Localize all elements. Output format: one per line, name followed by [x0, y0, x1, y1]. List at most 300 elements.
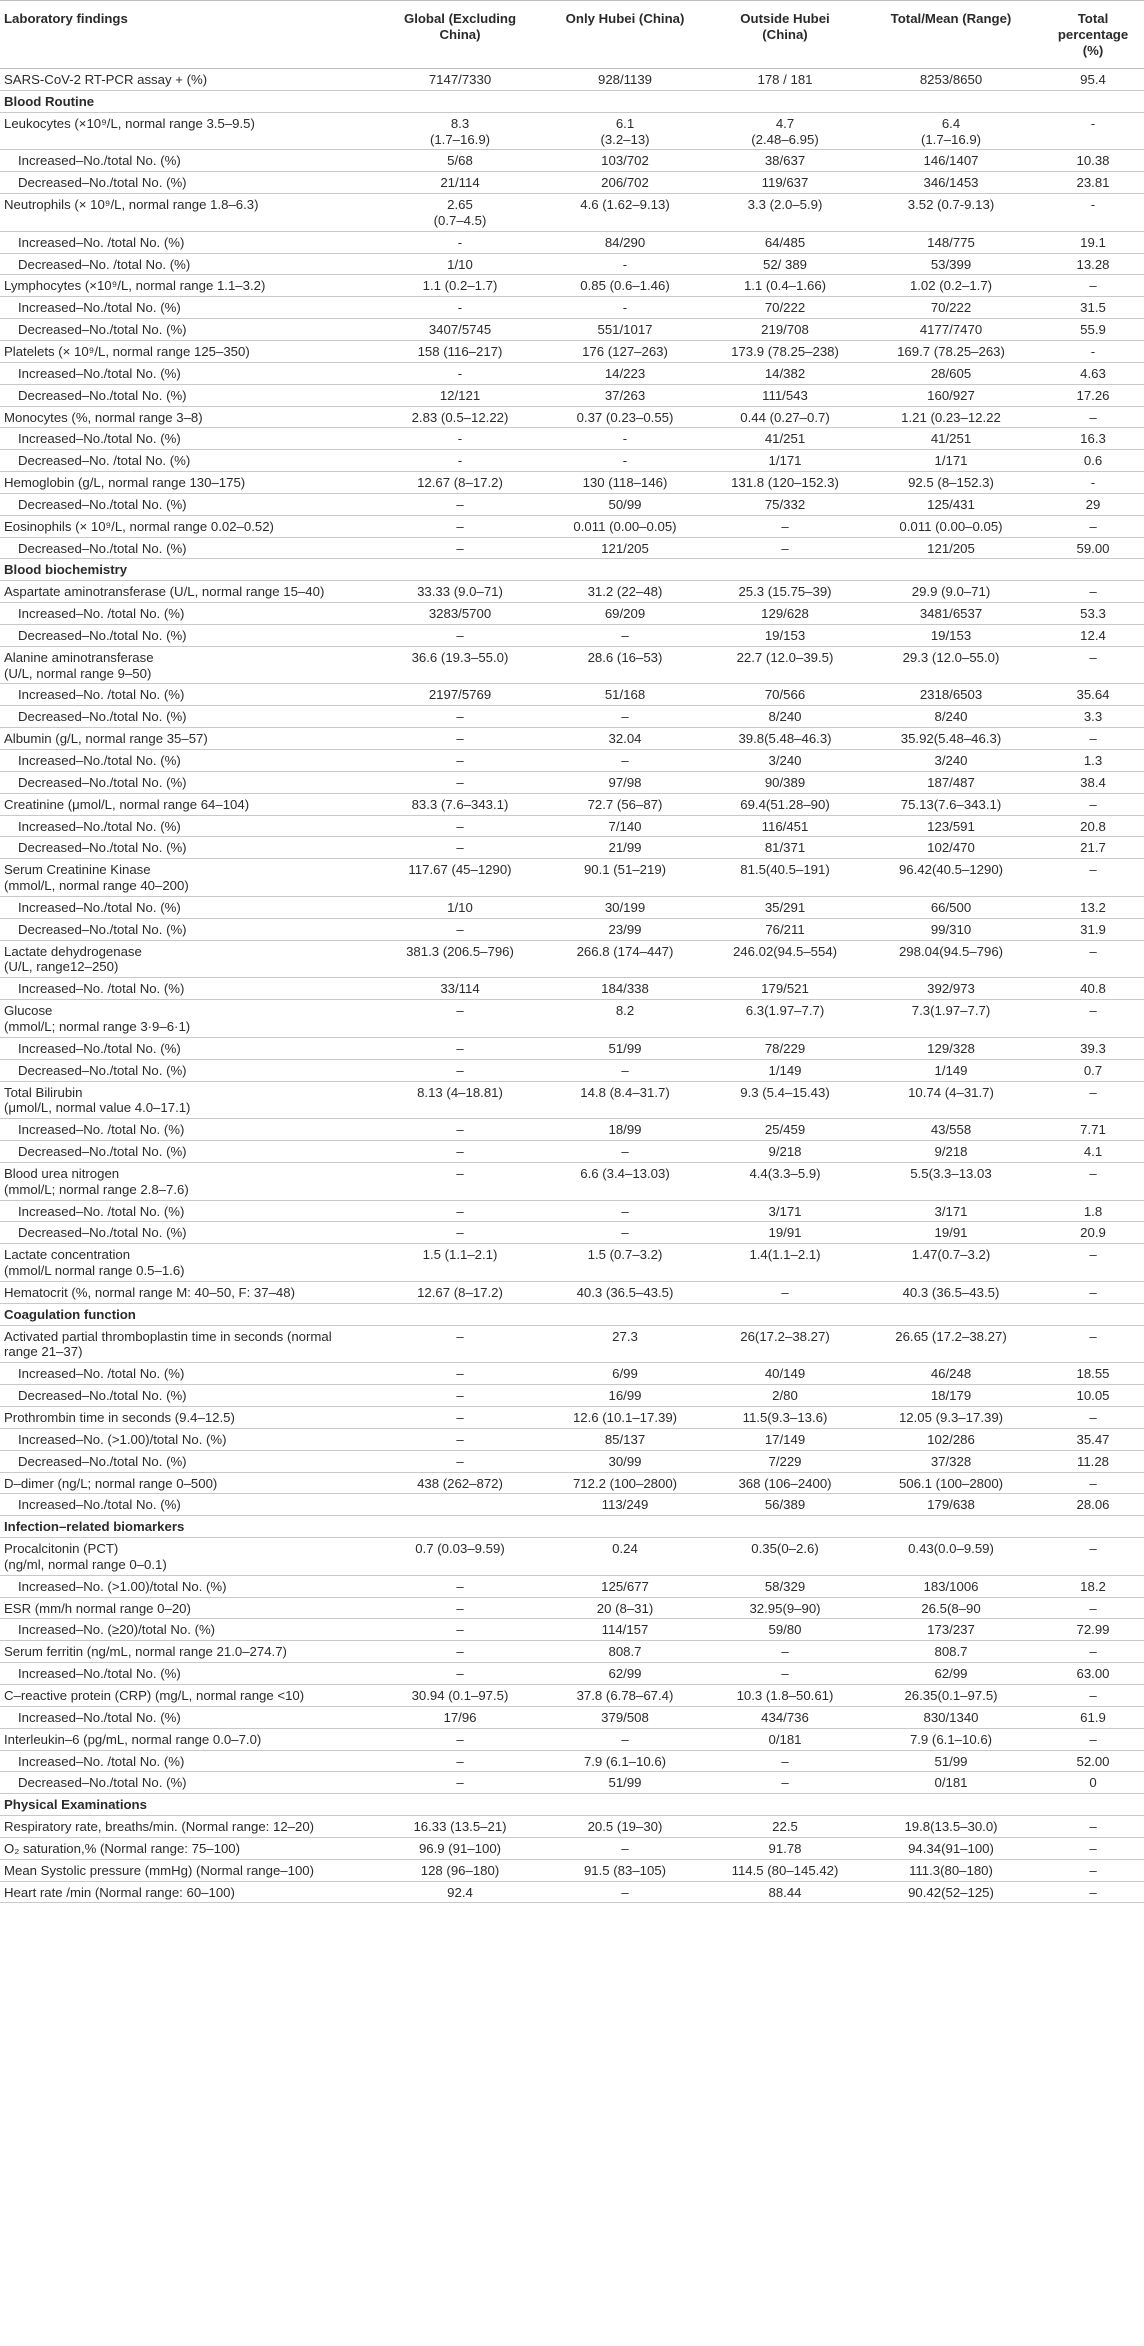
cell-global: – — [380, 515, 540, 537]
cell-total-mean: 6.4 (1.7–16.9) — [860, 112, 1042, 150]
cell-global: 2197/5769 — [380, 684, 540, 706]
cell-total-percentage: 1.8 — [1042, 1200, 1144, 1222]
table-row — [0, 1837, 1144, 1859]
cell-finding: Increased–No./total No. (%) — [0, 297, 380, 319]
cell-total-percentage: – — [1042, 1281, 1144, 1303]
cell-outside-hubei: – — [710, 515, 860, 537]
cell-only-hubei: 84/290 — [540, 231, 710, 253]
table-row — [0, 728, 1144, 750]
cell-total-mean: 26.5(8–90 — [860, 1597, 1042, 1619]
cell-total-percentage: 0.6 — [1042, 450, 1144, 472]
cell-total-mean: 7.9 (6.1–10.6) — [860, 1728, 1042, 1750]
cell-outside-hubei: 3.3 (2.0–5.9) — [710, 194, 860, 232]
cell-only-hubei: – — [540, 1059, 710, 1081]
cell-only-hubei: 23/99 — [540, 918, 710, 940]
cell-only-hubei: – — [540, 624, 710, 646]
cell-only-hubei: 184/338 — [540, 978, 710, 1000]
cell-finding: Increased–No./total No. (%) — [0, 150, 380, 172]
cell-global: 3283/5700 — [380, 603, 540, 625]
cell-total-percentage: 13.28 — [1042, 253, 1144, 275]
cell-total-mean: 29.9 (9.0–71) — [860, 581, 1042, 603]
cell-outside-hubei: 3/240 — [710, 750, 860, 772]
cell-total-percentage: 35.64 — [1042, 684, 1144, 706]
cell-only-hubei: 266.8 (174–447) — [540, 940, 710, 978]
cell-finding: Increased–No. /total No. (%) — [0, 603, 380, 625]
cell-finding: Increased–No./total No. (%) — [0, 362, 380, 384]
cell-total-mean: 51/99 — [860, 1750, 1042, 1772]
cell-only-hubei: 130 (118–146) — [540, 472, 710, 494]
cell-only-hubei: 0.24 — [540, 1538, 710, 1576]
cell-total-percentage: – — [1042, 859, 1144, 897]
cell-only-hubei: 51/168 — [540, 684, 710, 706]
cell-total-mean: 53/399 — [860, 253, 1042, 275]
cell-only-hubei: 103/702 — [540, 150, 710, 172]
cell-global: – — [380, 771, 540, 793]
cell-finding: Decreased–No./total No. (%) — [0, 1450, 380, 1472]
table-row — [0, 1472, 1144, 1494]
cell-outside-hubei: 41/251 — [710, 428, 860, 450]
cell-total-percentage: – — [1042, 646, 1144, 684]
cell-global: – — [380, 1728, 540, 1750]
table-row — [0, 340, 1144, 362]
section-header-row — [0, 1516, 1144, 1538]
cell-outside-hubei: 88.44 — [710, 1881, 860, 1903]
cell-only-hubei: - — [540, 450, 710, 472]
cell-total-mean: 18/179 — [860, 1385, 1042, 1407]
cell-global: 1/10 — [380, 253, 540, 275]
cell-outside-hubei: 6.3(1.97–7.7) — [710, 1000, 860, 1038]
cell-global: – — [380, 1385, 540, 1407]
cell-total-percentage: – — [1042, 940, 1144, 978]
cell-outside-hubei: 14/382 — [710, 362, 860, 384]
cell-finding: Activated partial thromboplastin time in seconds (normal range 21–37) — [0, 1325, 380, 1363]
cell-total-percentage: 11.28 — [1042, 1450, 1144, 1472]
cell-total-mean: 7.3(1.97–7.7) — [860, 1000, 1042, 1038]
table-row — [0, 1641, 1144, 1663]
cell-total-mean: 4177/7470 — [860, 319, 1042, 341]
cell-total-percentage: 10.38 — [1042, 150, 1144, 172]
cell-total-mean: 1.02 (0.2–1.7) — [860, 275, 1042, 297]
cell-outside-hubei: 26(17.2–38.27) — [710, 1325, 860, 1363]
cell-finding: Increased–No. /total No. (%) — [0, 978, 380, 1000]
table-subrow — [0, 1619, 1144, 1641]
table-row — [0, 112, 1144, 150]
table-subrow — [0, 603, 1144, 625]
cell-total-mean: 0/181 — [860, 1772, 1042, 1794]
header-row — [0, 1, 1144, 69]
cell-only-hubei: 176 (127–263) — [540, 340, 710, 362]
table-subrow — [0, 815, 1144, 837]
table-subrow — [0, 319, 1144, 341]
cell-finding: Decreased–No./total No. (%) — [0, 172, 380, 194]
cell-total-percentage: 59.00 — [1042, 537, 1144, 559]
cell-outside-hubei: 1.1 (0.4–1.66) — [710, 275, 860, 297]
table-subrow — [0, 624, 1144, 646]
cell-only-hubei: - — [540, 253, 710, 275]
cell-total-percentage: 4.63 — [1042, 362, 1144, 384]
cell-total-mean: 70/222 — [860, 297, 1042, 319]
header-total-percentage: Total percentage (%) — [1042, 1, 1144, 69]
table-subrow — [0, 896, 1144, 918]
section-header-row — [0, 1794, 1144, 1816]
table-subrow — [0, 1663, 1144, 1685]
table-row — [0, 406, 1144, 428]
table-subrow — [0, 1575, 1144, 1597]
cell-total-percentage: 4.1 — [1042, 1141, 1144, 1163]
cell-outside-hubei: 22.5 — [710, 1816, 860, 1838]
cell-total-percentage: 3.3 — [1042, 706, 1144, 728]
cell-total-percentage: 1.3 — [1042, 750, 1144, 772]
cell-finding: Serum ferritin (ng/mL, normal range 21.0–274.7) — [0, 1641, 380, 1663]
table-subrow — [0, 771, 1144, 793]
section-title: Infection–related biomarkers — [0, 1516, 1144, 1538]
cell-total-percentage: 18.55 — [1042, 1363, 1144, 1385]
cell-total-percentage: – — [1042, 1472, 1144, 1494]
cell-global: 1.5 (1.1–2.1) — [380, 1244, 540, 1282]
cell-only-hubei: 51/99 — [540, 1772, 710, 1794]
cell-finding: SARS-CoV-2 RT-PCR assay + (%) — [0, 69, 380, 91]
table-subrow — [0, 537, 1144, 559]
cell-only-hubei: – — [540, 1728, 710, 1750]
cell-total-percentage: - — [1042, 112, 1144, 150]
cell-outside-hubei: 22.7 (12.0–39.5) — [710, 646, 860, 684]
cell-outside-hubei: 111/543 — [710, 384, 860, 406]
table-row — [0, 1859, 1144, 1881]
cell-total-percentage: 35.47 — [1042, 1428, 1144, 1450]
cell-total-percentage: 23.81 — [1042, 172, 1144, 194]
cell-global: – — [380, 1407, 540, 1429]
cell-global: – — [380, 837, 540, 859]
cell-global: – — [380, 706, 540, 728]
cell-only-hubei: 0.85 (0.6–1.46) — [540, 275, 710, 297]
cell-outside-hubei: 25/459 — [710, 1119, 860, 1141]
cell-global: – — [380, 624, 540, 646]
cell-total-mean: 41/251 — [860, 428, 1042, 450]
cell-only-hubei: – — [540, 706, 710, 728]
cell-total-mean: 0.43(0.0–9.59) — [860, 1538, 1042, 1576]
cell-total-percentage: 72.99 — [1042, 1619, 1144, 1641]
cell-only-hubei: 206/702 — [540, 172, 710, 194]
cell-total-mean: 96.42(40.5–1290) — [860, 859, 1042, 897]
cell-finding: Platelets (× 10⁹/L, normal range 125–350) — [0, 340, 380, 362]
cell-only-hubei: 51/99 — [540, 1037, 710, 1059]
table-row — [0, 1538, 1144, 1576]
cell-only-hubei: – — [540, 1141, 710, 1163]
cell-global: 12/121 — [380, 384, 540, 406]
section-title: Blood biochemistry — [0, 559, 1144, 581]
cell-only-hubei: 50/99 — [540, 493, 710, 515]
cell-total-percentage: 28.06 — [1042, 1494, 1144, 1516]
cell-only-hubei: 18/99 — [540, 1119, 710, 1141]
table-row — [0, 1244, 1144, 1282]
cell-finding: Lactate dehydrogenase (U/L, range12–250) — [0, 940, 380, 978]
cell-total-percentage: – — [1042, 1162, 1144, 1200]
section-header-row — [0, 559, 1144, 581]
cell-finding: Increased–No. /total No. (%) — [0, 1363, 380, 1385]
table-subrow — [0, 1222, 1144, 1244]
cell-finding: Decreased–No./total No. (%) — [0, 918, 380, 940]
cell-outside-hubei: 81.5(40.5–191) — [710, 859, 860, 897]
cell-outside-hubei: 75/332 — [710, 493, 860, 515]
cell-finding: Mean Systolic pressure (mmHg) (Normal range–100) — [0, 1859, 380, 1881]
cell-global: - — [380, 450, 540, 472]
cell-outside-hubei: 119/637 — [710, 172, 860, 194]
cell-total-percentage: - — [1042, 340, 1144, 362]
cell-global: 12.67 (8–17.2) — [380, 472, 540, 494]
cell-total-percentage: 18.2 — [1042, 1575, 1144, 1597]
cell-total-mean: 40.3 (36.5–43.5) — [860, 1281, 1042, 1303]
cell-total-percentage: – — [1042, 1538, 1144, 1576]
table-row — [0, 859, 1144, 897]
cell-total-mean: 1/171 — [860, 450, 1042, 472]
cell-outside-hubei: 25.3 (15.75–39) — [710, 581, 860, 603]
table-row — [0, 1728, 1144, 1750]
cell-total-mean: 26.65 (17.2–38.27) — [860, 1325, 1042, 1363]
cell-total-percentage: 38.4 — [1042, 771, 1144, 793]
cell-total-percentage: – — [1042, 1684, 1144, 1706]
table-subrow — [0, 750, 1144, 772]
cell-total-mean: 346/1453 — [860, 172, 1042, 194]
table-row — [0, 1407, 1144, 1429]
table-row — [0, 515, 1144, 537]
cell-total-percentage: – — [1042, 1859, 1144, 1881]
cell-total-percentage: 61.9 — [1042, 1706, 1144, 1728]
table-row — [0, 1881, 1144, 1903]
cell-only-hubei: - — [540, 297, 710, 319]
table-subrow — [0, 1037, 1144, 1059]
cell-only-hubei: 21/99 — [540, 837, 710, 859]
cell-total-percentage: 40.8 — [1042, 978, 1144, 1000]
cell-global: – — [380, 1363, 540, 1385]
cell-finding: Decreased–No. /total No. (%) — [0, 450, 380, 472]
cell-finding: Creatinine (μmol/L, normal range 64–104) — [0, 793, 380, 815]
table-header — [0, 1, 1144, 69]
cell-total-mean: 506.1 (100–2800) — [860, 1472, 1042, 1494]
cell-finding: Increased–No./total No. (%) — [0, 896, 380, 918]
cell-finding: Increased–No./total No. (%) — [0, 1706, 380, 1728]
section-header-row — [0, 1303, 1144, 1325]
cell-global: 96.9 (91–100) — [380, 1837, 540, 1859]
cell-total-percentage: 95.4 — [1042, 69, 1144, 91]
cell-global: 2.83 (0.5–12.22) — [380, 406, 540, 428]
cell-total-percentage: – — [1042, 793, 1144, 815]
cell-total-percentage: 19.1 — [1042, 231, 1144, 253]
cell-only-hubei: 928/1139 — [540, 69, 710, 91]
cell-total-mean: 1.47(0.7–3.2) — [860, 1244, 1042, 1282]
cell-only-hubei: 62/99 — [540, 1663, 710, 1685]
table-row — [0, 1281, 1144, 1303]
table-subrow — [0, 253, 1144, 275]
cell-total-percentage: 53.3 — [1042, 603, 1144, 625]
cell-outside-hubei: – — [710, 537, 860, 559]
cell-total-mean: 94.34(91–100) — [860, 1837, 1042, 1859]
cell-total-percentage: 20.9 — [1042, 1222, 1144, 1244]
cell-outside-hubei: – — [710, 1772, 860, 1794]
cell-total-mean: 26.35(0.1–97.5) — [860, 1684, 1042, 1706]
cell-outside-hubei: 1.4(1.1–2.1) — [710, 1244, 860, 1282]
cell-only-hubei: 72.7 (56–87) — [540, 793, 710, 815]
cell-global: – — [380, 1428, 540, 1450]
cell-finding: Increased–No. /total No. (%) — [0, 1750, 380, 1772]
cell-only-hubei: 8.2 — [540, 1000, 710, 1038]
cell-outside-hubei: 70/566 — [710, 684, 860, 706]
cell-global: – — [380, 1200, 540, 1222]
cell-finding: Respiratory rate, breaths/min. (Normal range: 12–20) — [0, 1816, 380, 1838]
cell-outside-hubei: 81/371 — [710, 837, 860, 859]
cell-outside-hubei: 17/149 — [710, 1428, 860, 1450]
cell-outside-hubei: 91.78 — [710, 1837, 860, 1859]
cell-outside-hubei: 3/171 — [710, 1200, 860, 1222]
cell-total-mean: 146/1407 — [860, 150, 1042, 172]
cell-outside-hubei: 114.5 (80–145.42) — [710, 1859, 860, 1881]
cell-total-mean: 66/500 — [860, 896, 1042, 918]
cell-only-hubei: 114/157 — [540, 1619, 710, 1641]
cell-only-hubei: 90.1 (51–219) — [540, 859, 710, 897]
cell-global: – — [380, 1663, 540, 1685]
cell-outside-hubei: 35/291 — [710, 896, 860, 918]
section-title: Coagulation function — [0, 1303, 1144, 1325]
cell-outside-hubei: 4.7 (2.48–6.95) — [710, 112, 860, 150]
cell-total-mean: 12.05 (9.3–17.39) — [860, 1407, 1042, 1429]
cell-finding: Increased–No. (≥20)/total No. (%) — [0, 1619, 380, 1641]
cell-total-percentage: 55.9 — [1042, 319, 1144, 341]
cell-total-mean: 3.52 (0.7-9.13) — [860, 194, 1042, 232]
cell-only-hubei: 4.6 (1.62–9.13) — [540, 194, 710, 232]
cell-total-percentage: – — [1042, 728, 1144, 750]
cell-total-percentage: – — [1042, 1407, 1144, 1429]
cell-global: 12.67 (8–17.2) — [380, 1281, 540, 1303]
cell-only-hubei: 40.3 (36.5–43.5) — [540, 1281, 710, 1303]
cell-outside-hubei: 368 (106–2400) — [710, 1472, 860, 1494]
cell-only-hubei: 91.5 (83–105) — [540, 1859, 710, 1881]
table-subrow — [0, 1059, 1144, 1081]
table-subrow — [0, 362, 1144, 384]
cell-total-mean: 99/310 — [860, 918, 1042, 940]
cell-total-mean: 62/99 — [860, 1663, 1042, 1685]
cell-only-hubei: 12.6 (10.1–17.39) — [540, 1407, 710, 1429]
table-row — [0, 940, 1144, 978]
cell-finding: Decreased–No./total No. (%) — [0, 1385, 380, 1407]
cell-only-hubei: 31.2 (22–48) — [540, 581, 710, 603]
cell-total-mean: 35.92(5.48–46.3) — [860, 728, 1042, 750]
cell-finding: Decreased–No./total No. (%) — [0, 1772, 380, 1794]
cell-global: – — [380, 1037, 540, 1059]
cell-total-mean: 37/328 — [860, 1450, 1042, 1472]
cell-total-percentage: 63.00 — [1042, 1663, 1144, 1685]
cell-finding: Increased–No./total No. (%) — [0, 428, 380, 450]
cell-global: 117.67 (45–1290) — [380, 859, 540, 897]
cell-outside-hubei: 434/736 — [710, 1706, 860, 1728]
cell-total-mean: 75.13(7.6–343.1) — [860, 793, 1042, 815]
cell-outside-hubei: 90/389 — [710, 771, 860, 793]
cell-global: – — [380, 1641, 540, 1663]
cell-finding: C–reactive protein (CRP) (mg/L, normal range <10) — [0, 1684, 380, 1706]
cell-global: – — [380, 750, 540, 772]
cell-total-mean: 298.04(94.5–796) — [860, 940, 1042, 978]
table-subrow — [0, 706, 1144, 728]
cell-finding: Decreased–No./total No. (%) — [0, 493, 380, 515]
cell-total-percentage: – — [1042, 581, 1144, 603]
cell-total-percentage: 16.3 — [1042, 428, 1144, 450]
table-subrow — [0, 384, 1144, 406]
cell-total-mean: 173/237 — [860, 1619, 1042, 1641]
table-subrow — [0, 1706, 1144, 1728]
cell-outside-hubei: 38/637 — [710, 150, 860, 172]
cell-global: – — [380, 1000, 540, 1038]
cell-outside-hubei: 78/229 — [710, 1037, 860, 1059]
cell-outside-hubei: 58/329 — [710, 1575, 860, 1597]
table-subrow — [0, 837, 1144, 859]
cell-global — [380, 1494, 540, 1516]
cell-total-mean: 125/431 — [860, 493, 1042, 515]
section-header-row — [0, 90, 1144, 112]
cell-global: 3407/5745 — [380, 319, 540, 341]
cell-only-hubei: 551/1017 — [540, 319, 710, 341]
cell-global: 8.13 (4–18.81) — [380, 1081, 540, 1119]
cell-global: 36.6 (19.3–55.0) — [380, 646, 540, 684]
cell-finding: Leukocytes (×10⁹/L, normal range 3.5–9.5) — [0, 112, 380, 150]
cell-total-mean: 1/149 — [860, 1059, 1042, 1081]
header-only-hubei: Only Hubei (China) — [540, 1, 710, 69]
cell-outside-hubei: 129/628 — [710, 603, 860, 625]
cell-global: – — [380, 728, 540, 750]
cell-total-mean: 1.21 (0.23–12.22 — [860, 406, 1042, 428]
cell-finding: Increased–No. (>1.00)/total No. (%) — [0, 1428, 380, 1450]
cell-total-percentage: 39.3 — [1042, 1037, 1144, 1059]
cell-total-percentage: 10.05 — [1042, 1385, 1144, 1407]
cell-finding: Hemoglobin (g/L, normal range 130–175) — [0, 472, 380, 494]
cell-finding: O₂ saturation,% (Normal range: 75–100) — [0, 1837, 380, 1859]
cell-total-mean: 187/487 — [860, 771, 1042, 793]
header-outside-hubei: Outside Hubei (China) — [710, 1, 860, 69]
table-subrow — [0, 1494, 1144, 1516]
cell-outside-hubei: – — [710, 1750, 860, 1772]
table-subrow — [0, 684, 1144, 706]
table-row — [0, 1000, 1144, 1038]
cell-outside-hubei: 19/153 — [710, 624, 860, 646]
cell-finding: Decreased–No./total No. (%) — [0, 706, 380, 728]
cell-finding: Alanine aminotransferase (U/L, normal range 9–50) — [0, 646, 380, 684]
cell-total-mean: 8253/8650 — [860, 69, 1042, 91]
cell-finding: Eosinophils (× 10⁹/L, normal range 0.02–0.52) — [0, 515, 380, 537]
cell-only-hubei: 27.3 — [540, 1325, 710, 1363]
cell-only-hubei: 37/263 — [540, 384, 710, 406]
table-subrow — [0, 1450, 1144, 1472]
table-subrow — [0, 1363, 1144, 1385]
cell-finding: Increased–No. /total No. (%) — [0, 1119, 380, 1141]
cell-only-hubei: – — [540, 1222, 710, 1244]
table-subrow — [0, 172, 1144, 194]
cell-global: – — [380, 1575, 540, 1597]
cell-total-mean: 111.3(80–180) — [860, 1859, 1042, 1881]
cell-global: 7147/7330 — [380, 69, 540, 91]
cell-only-hubei: 85/137 — [540, 1428, 710, 1450]
table-body — [0, 69, 1144, 1903]
table-subrow — [0, 297, 1144, 319]
cell-only-hubei: 808.7 — [540, 1641, 710, 1663]
cell-total-percentage: – — [1042, 1244, 1144, 1282]
cell-finding: Increased–No. /total No. (%) — [0, 231, 380, 253]
table-subrow — [0, 1385, 1144, 1407]
table-subrow — [0, 493, 1144, 515]
cell-finding: Hematocrit (%, normal range M: 40–50, F: 37–48) — [0, 1281, 380, 1303]
cell-finding: Interleukin–6 (pg/mL, normal range 0.0–7.0) — [0, 1728, 380, 1750]
cell-total-percentage: – — [1042, 406, 1144, 428]
cell-outside-hubei: 70/222 — [710, 297, 860, 319]
cell-global: - — [380, 362, 540, 384]
cell-total-mean: 43/558 — [860, 1119, 1042, 1141]
table-row — [0, 646, 1144, 684]
